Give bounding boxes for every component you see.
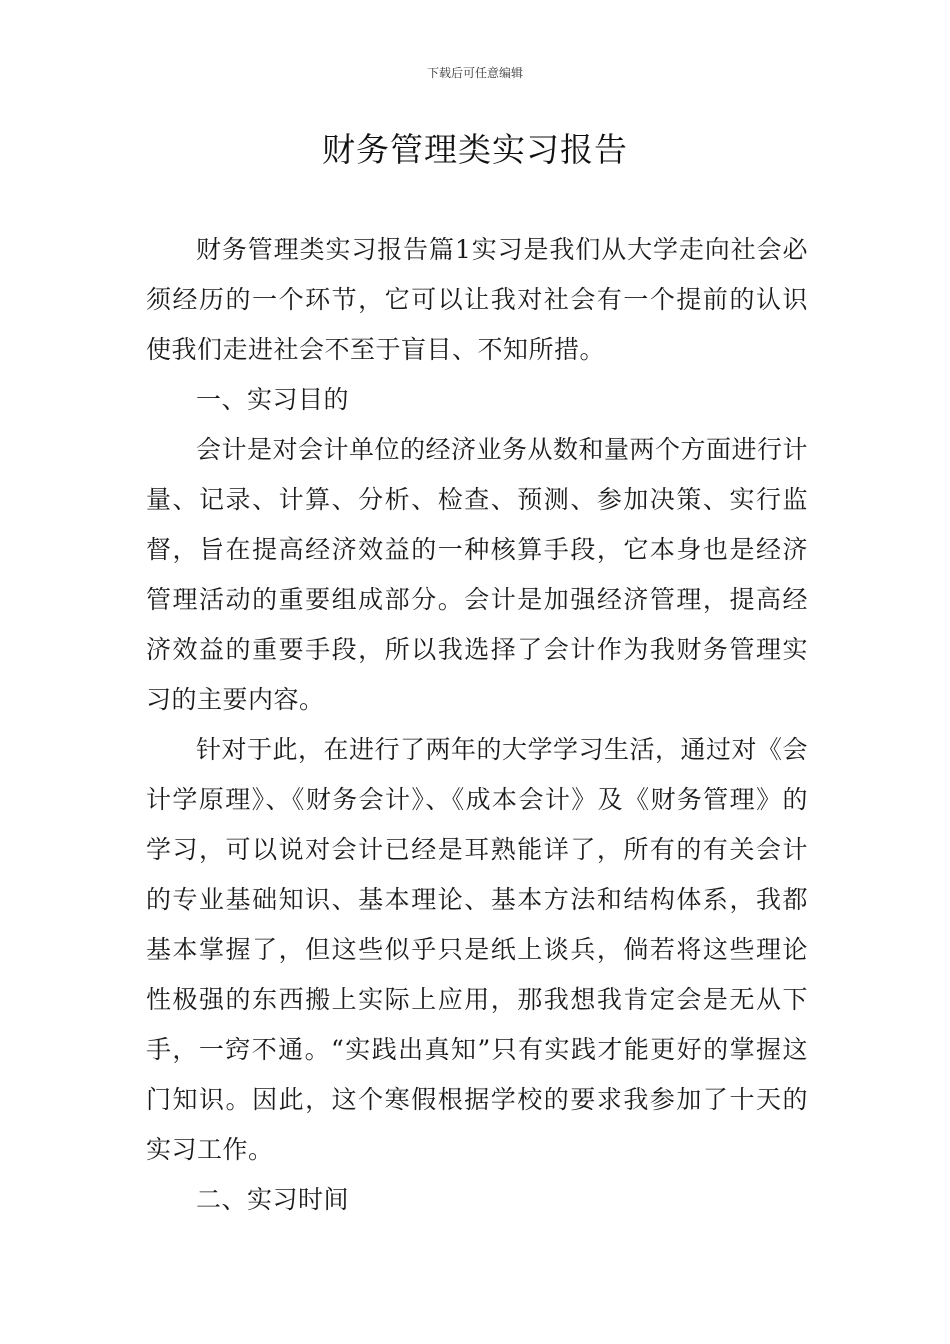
paragraph-accounting-definition: 会计是对会计单位的经济业务从数和量两个方面进行计量、记录、计算、分析、检查、预测、参加决策、实行监督，旨在提高经济效益的一种核算手段，它本身也是经济管理活动的重要组成部分。会计是加强经济管理，提高经济效益的重要手段，所以我选择了会计作为我财务管理实习的主要内容。 <box>146 435 809 714</box>
section-heading-time: 二、实习时间 <box>196 1185 350 1214</box>
document-body <box>146 225 808 1225</box>
header-note: 下载后可任意编辑 <box>426 66 523 80</box>
paragraph-study-background: 针对于此，在进行了两年的大学学习生活，通过对《会计学原理》、《财务会计》、《成本会计》及《财务管理》的学习，可以说对会计已经是耳熟能详了，所有的有关会计的专业基础知识、基本理论、基本方法和结构体系，我都基本掌握了，但这些似乎只是纸上谈兵，倘若将这些理论性极强的东西搬上实际上应用，那我想我肯定会是无从下手，一窍不通。“实践出真知”只有实践才能更好的掌握这门知识。因此，这个寒假根据学校的要求我参加了十天的实习工作。 <box>146 735 809 1164</box>
paragraph-intro: 财务管理类实习报告篇1实习是我们从大学走向社会必须经历的一个环节，它可以让我对社会有一个提前的认识使我们走进社会不至于盲目、不知所措。 <box>146 235 808 364</box>
document-title: 财务管理类实习报告 <box>322 130 628 169</box>
section-heading-purpose: 一、实习目的 <box>196 385 350 414</box>
